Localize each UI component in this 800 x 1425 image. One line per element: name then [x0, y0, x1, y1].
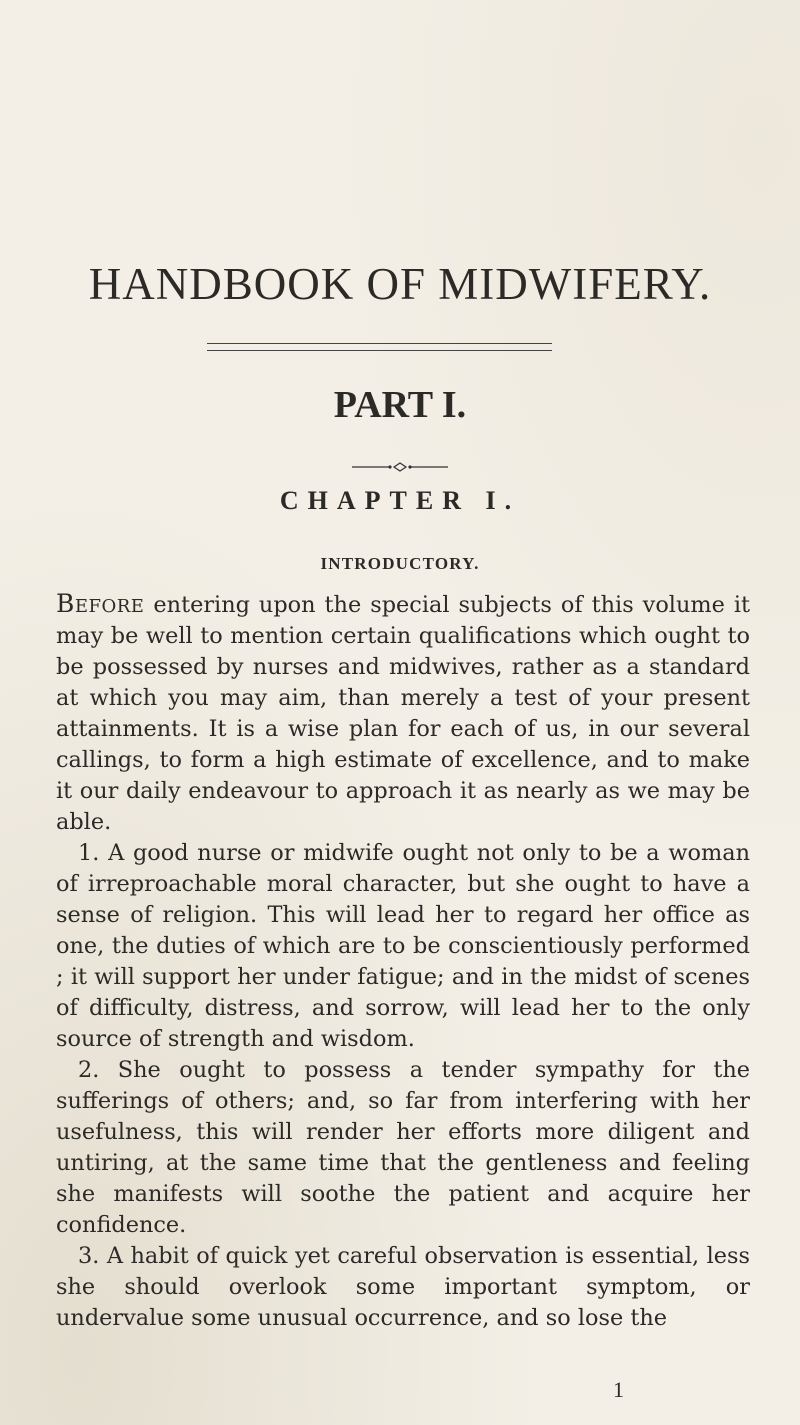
title-double-rule: [207, 343, 552, 351]
paragraph-2: 2. She ought to possess a tender sympathy for the sufferings of others; and, so far from interfering with her usefulness, this will render her efforts more diligent and untiring, at the same time that the gentleness and feeling she manifests will soothe the patient and acquire her confidence.: [56, 1057, 750, 1238]
page-number: 1: [613, 1377, 624, 1402]
chapter-body: [56, 588, 750, 1334]
book-title: HANDBOOK OF MIDWIFERY.: [88, 259, 712, 309]
opening-paragraph-text: entering upon the special subjects of this volume it may be well to mention certain qualifications which ought to be possessed by nurses and midwives, rather as a standard at which you may aim, than merely a test of your present attainments. It is a wise plan for each of us, in our several callings, to form a high estimate of excellence, and to make it our daily endeavour to approach it as nearly as we may be able.: [56, 592, 750, 835]
ornament-rule-icon: [352, 462, 448, 472]
paragraph-1: 1. A good nurse or midwife ought not only to be a woman of irreproachable moral character, but she ought to have a sense of religion. This will lead her to regard her office as one, the duties of which are to be conscientiously performed ; it will support her under fatigue; and in the midst of scenes of difficulty, distress, and sorrow, will lead her to the only source of strength and wisdom.: [56, 840, 750, 1052]
opening-paragraph: [56, 588, 750, 838]
chapter-title: CHAPTER I.: [279, 486, 521, 515]
opening-word: Before: [56, 589, 145, 618]
paragraph-3: 3. A habit of quick yet careful observation is essential, less she should overlook some important symptom, or undervalue some unusual occurrence, and so lose the: [56, 1243, 750, 1331]
section-heading: INTRODUCTORY.: [320, 554, 480, 573]
part-title: PART I.: [333, 384, 467, 426]
